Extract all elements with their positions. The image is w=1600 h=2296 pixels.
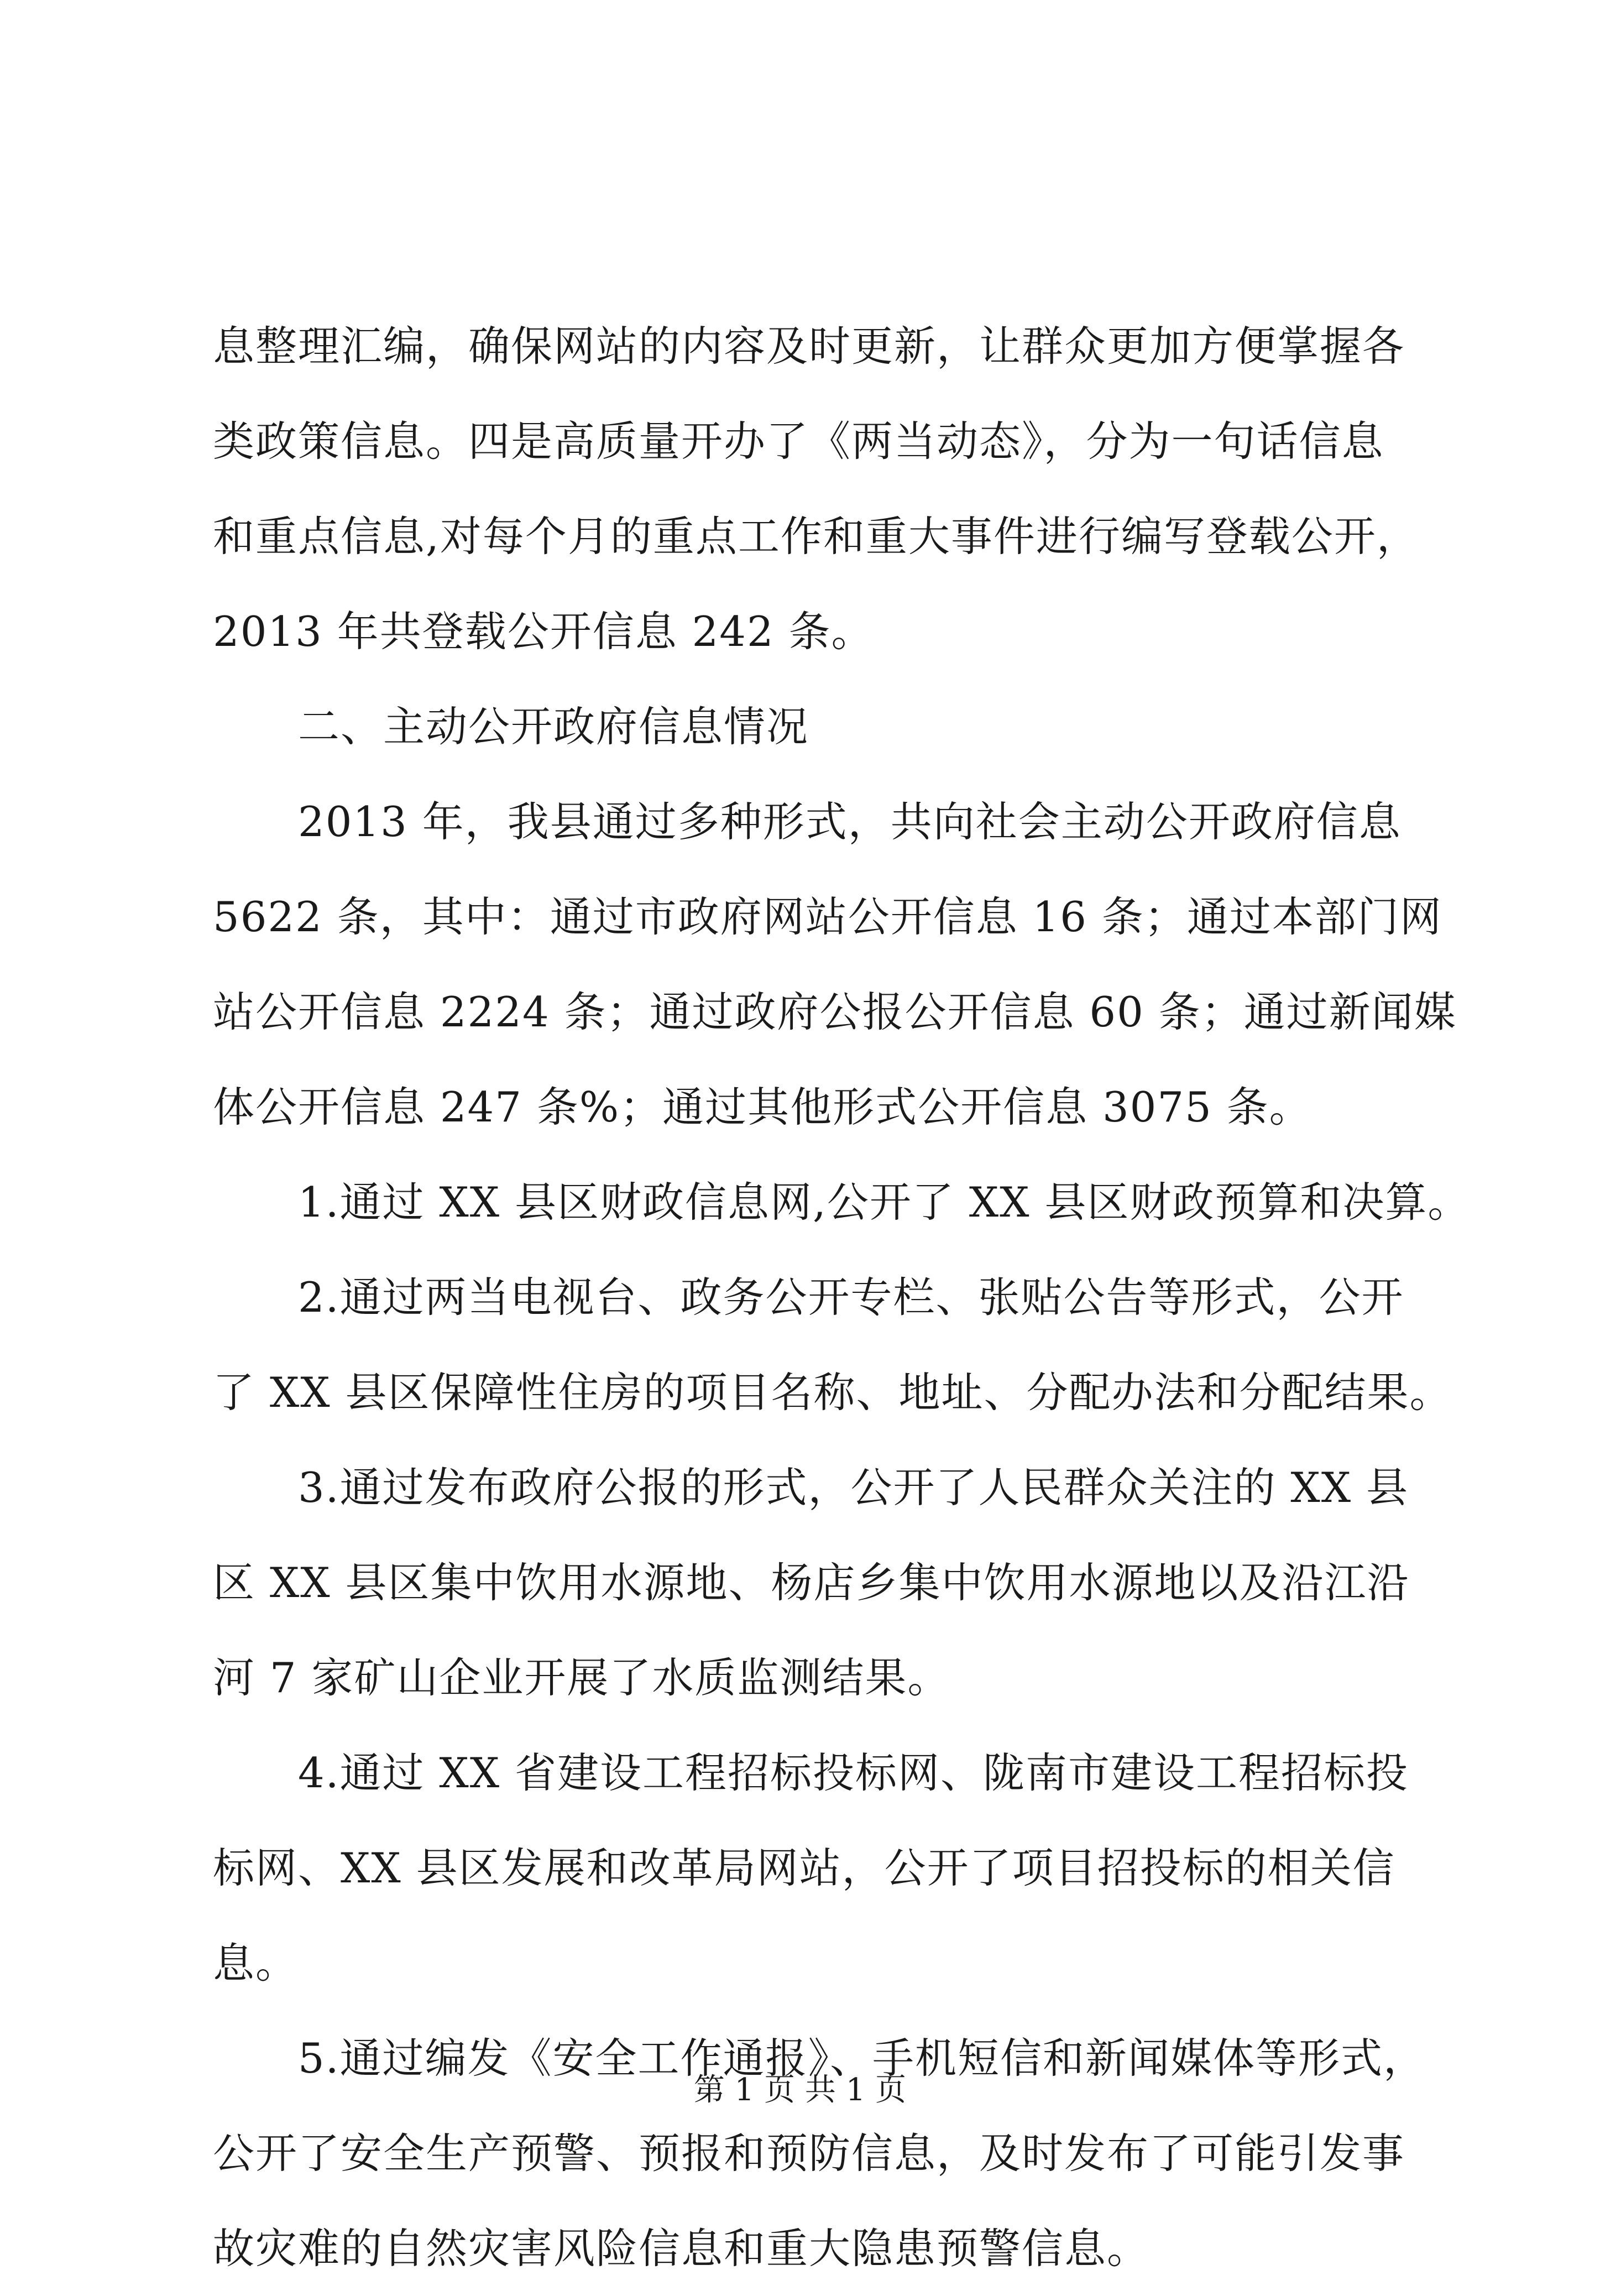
- text-line: 站公开信息 2224 条；通过政府公报公开信息 60 条；通过新闻媒: [213, 988, 1457, 1036]
- list-item-3: 3.通过发布政府公报的形式，公开了人民群众关注的 XX 县: [213, 1463, 1409, 1512]
- text-line: 2013 年，我县通过多种形式，共向社会主动公开政府信息: [213, 797, 1402, 846]
- text-line: 标网、XX 县区发展和改革局网站，公开了项目招投标的相关信: [213, 1844, 1395, 1892]
- text-line: 息整理汇编，确保网站的内容及时更新，让群众更加方便掌握各: [213, 322, 1405, 371]
- page-footer: [0, 2071, 1600, 2110]
- text-line: 和重点信息,对每个月的重点工作和重大事件进行编写登载公开，: [213, 512, 1419, 561]
- list-item-1: 1.通过 XX 县区财政信息网,公开了 XX 县区财政预算和决算。: [213, 1178, 1471, 1227]
- text-line: 2013 年共登载公开信息 242 条。: [213, 607, 874, 656]
- text-line: 河 7 家矿山企业开展了水质监测结果。: [213, 1653, 950, 1702]
- text-line: 故灾难的自然灾害风险信息和重大隐患预警信息。: [213, 2224, 1150, 2273]
- text-line: 区 XX 县区集中饮用水源地、杨店乡集中饮用水源地以及沿江沿: [213, 1558, 1410, 1607]
- page-number: 第 1 页 共 1 页: [693, 2072, 907, 2108]
- section-heading: 二、主动公开政府信息情况: [213, 702, 809, 751]
- text-line: 公开了安全生产预警、预报和预防信息，及时发布了可能引发事: [213, 2129, 1405, 2178]
- text-line: 5622 条，其中：通过市政府网站公开信息 16 条；通过本部门网: [213, 893, 1442, 941]
- list-item-4: 4.通过 XX 省建设工程招标投标网、陇南市建设工程招标投: [213, 1749, 1409, 1797]
- text-line: 了 XX 县区保障性住房的项目名称、地址、分配办法和分配结果。: [213, 1368, 1452, 1417]
- text-line: 息。: [213, 1939, 299, 1987]
- list-item-5: 5.通过编发《安全工作通报》、手机短信和新闻媒体等形式，: [213, 2034, 1426, 2083]
- document-body: [213, 299, 1471, 2296]
- text-line: 类政策信息。四是高质量开办了《两当动态》，分为一句话信息: [213, 417, 1384, 466]
- list-item-2: 2.通过两当电视台、政务公开专栏、张贴公告等形式，公开: [213, 1273, 1404, 1322]
- text-line: 体公开信息 247 条%；通过其他形式公开信息 3075 条。: [213, 1083, 1312, 1131]
